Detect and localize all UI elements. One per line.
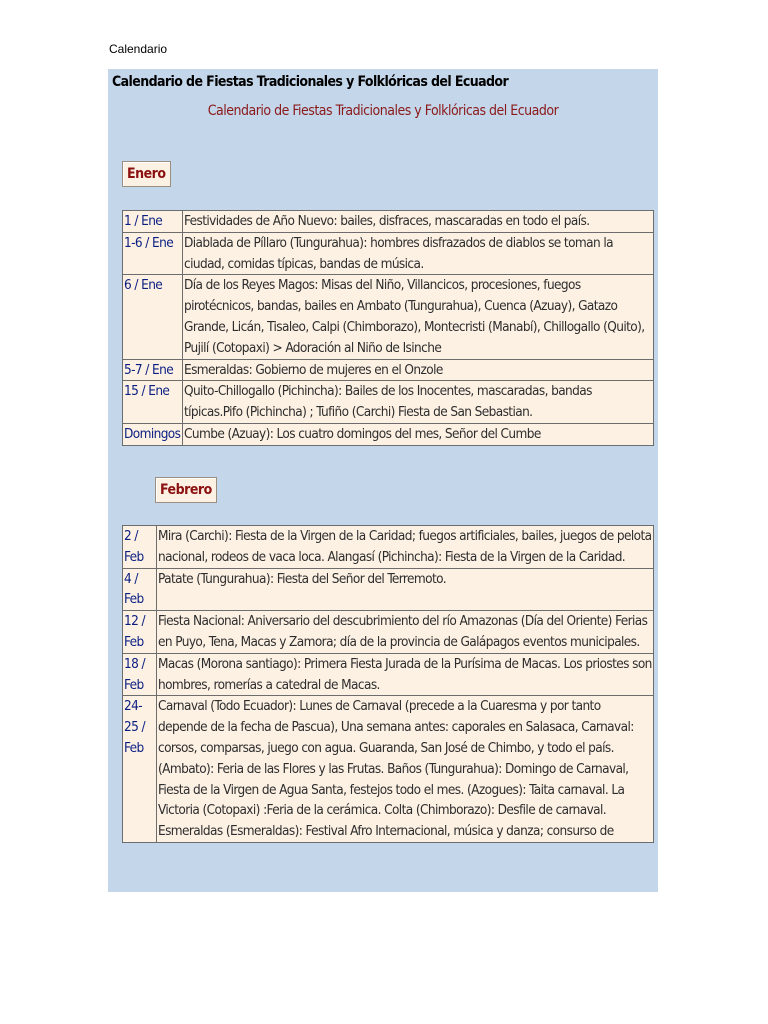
row-description: Carnaval (Todo Ecuador): Lunes de Carnaval (precede a la Cuaresma y por tanto depende de la fecha de Pascua), Una semana antes: caporales en Salasaca, Carnaval: corsos, comparsas, juego con agua. Guaranda, San José de Chimbo, y todo el país. (Ambato): Feria de las Flores y las Frutas. Baños (Tungurahua): Domingo de Carnaval, Fiesta de la Virgen de Agua Santa, festejos todo el mes. (Azogues): Taita carnaval. La Victoria (Cotopaxi) :Feria de la cerámica. Colta (Chimborazo): Desfile de carnaval. Esmeraldas (Esmeraldas): Festival Afro Internacional, música y danza; consurso de [157,696,654,843]
table-row [123,611,654,654]
calendar-table-febrero [122,525,654,843]
table-row [123,211,654,233]
row-date: 18 / Feb [123,653,157,696]
row-date: 2 / Feb [123,526,157,569]
row-date: 5-7 / Ene [123,359,183,381]
row-description: Patate (Tungurahua): Fiesta del Señor del Terremoto. [157,568,654,611]
row-date: 24-25 / Feb [123,696,157,843]
row-description: Quito-Chillogallo (Pichincha): Bailes de los Inocentes, mascaradas, bandas típicas.Pifo (Pichincha) ; Tufiño (Carchi) Fiesta de San Sebastian. [183,381,654,424]
row-description: Esmeraldas: Gobierno de mujeres en el Onzole [183,359,654,381]
table-row [123,696,654,843]
row-date: 1 / Ene [123,211,183,233]
row-date: Domingos [123,423,183,445]
row-description: Día de los Reyes Magos: Misas del Niño, Villancicos, procesiones, fuegos pirotécnicos, bandas, bailes en Ambato (Tungurahua), Cuenca (Azuay), Gatazo Grande, Licán, Tisaleo, Calpi (Chimborazo), Montecristi (Manabí), Chillogallo (Quito), Pujilí (Cotopaxi) > Adoración al Niño de Isinche [183,275,654,359]
table-row [123,526,654,569]
row-date: 6 / Ene [123,275,183,359]
row-date: 4 / Feb [123,568,157,611]
table-row [123,232,654,275]
calendar-table-enero [122,210,654,446]
row-description: Macas (Morona santiago): Primera Fiesta Jurada de la Purísima de Macas. Los priostes son hombres, romerías a catedral de Macas. [157,653,654,696]
table-row [123,275,654,359]
panel-subtitle: Calendario de Fiestas Tradicionales y Folklóricas del Ecuador [207,103,559,119]
row-date: 12 / Feb [123,611,157,654]
row-description: Cumbe (Azuay): Los cuatro domingos del mes, Señor del Cumbe [183,423,654,445]
row-description: Fiesta Nacional: Aniversario del descubrimiento del río Amazonas (Día del Oriente) Ferias en Puyo, Tena, Macas y Zamora; día de la provincia de Galápagos eventos municipales. [157,611,654,654]
row-date: 1-6 / Ene [123,232,183,275]
month-label-enero: Enero [122,161,171,187]
month-label-febrero: Febrero [155,477,217,503]
table-row [123,653,654,696]
calendar-panel [108,69,658,892]
table-row [123,381,654,424]
table-row [123,359,654,381]
document-header-label: Calendario [109,42,168,56]
table-row [123,423,654,445]
row-date: 15 / Ene [123,381,183,424]
panel-title: Calendario de Fiestas Tradicionales y Folklóricas del Ecuador [112,74,509,90]
table-row [123,568,654,611]
row-description: Mira (Carchi): Fiesta de la Virgen de la Caridad; fuegos artificiales, bailes, juegos de pelota nacional, rodeos de vaca loca. Alangasí (Pichincha): Fiesta de la Virgen de la Caridad. [157,526,654,569]
row-description: Diablada de Píllaro (Tungurahua): hombres disfrazados de diablos se toman la ciudad, comidas típicas, bandas de música. [183,232,654,275]
row-description: Festividades de Año Nuevo: bailes, disfraces, mascaradas en todo el país. [183,211,654,233]
